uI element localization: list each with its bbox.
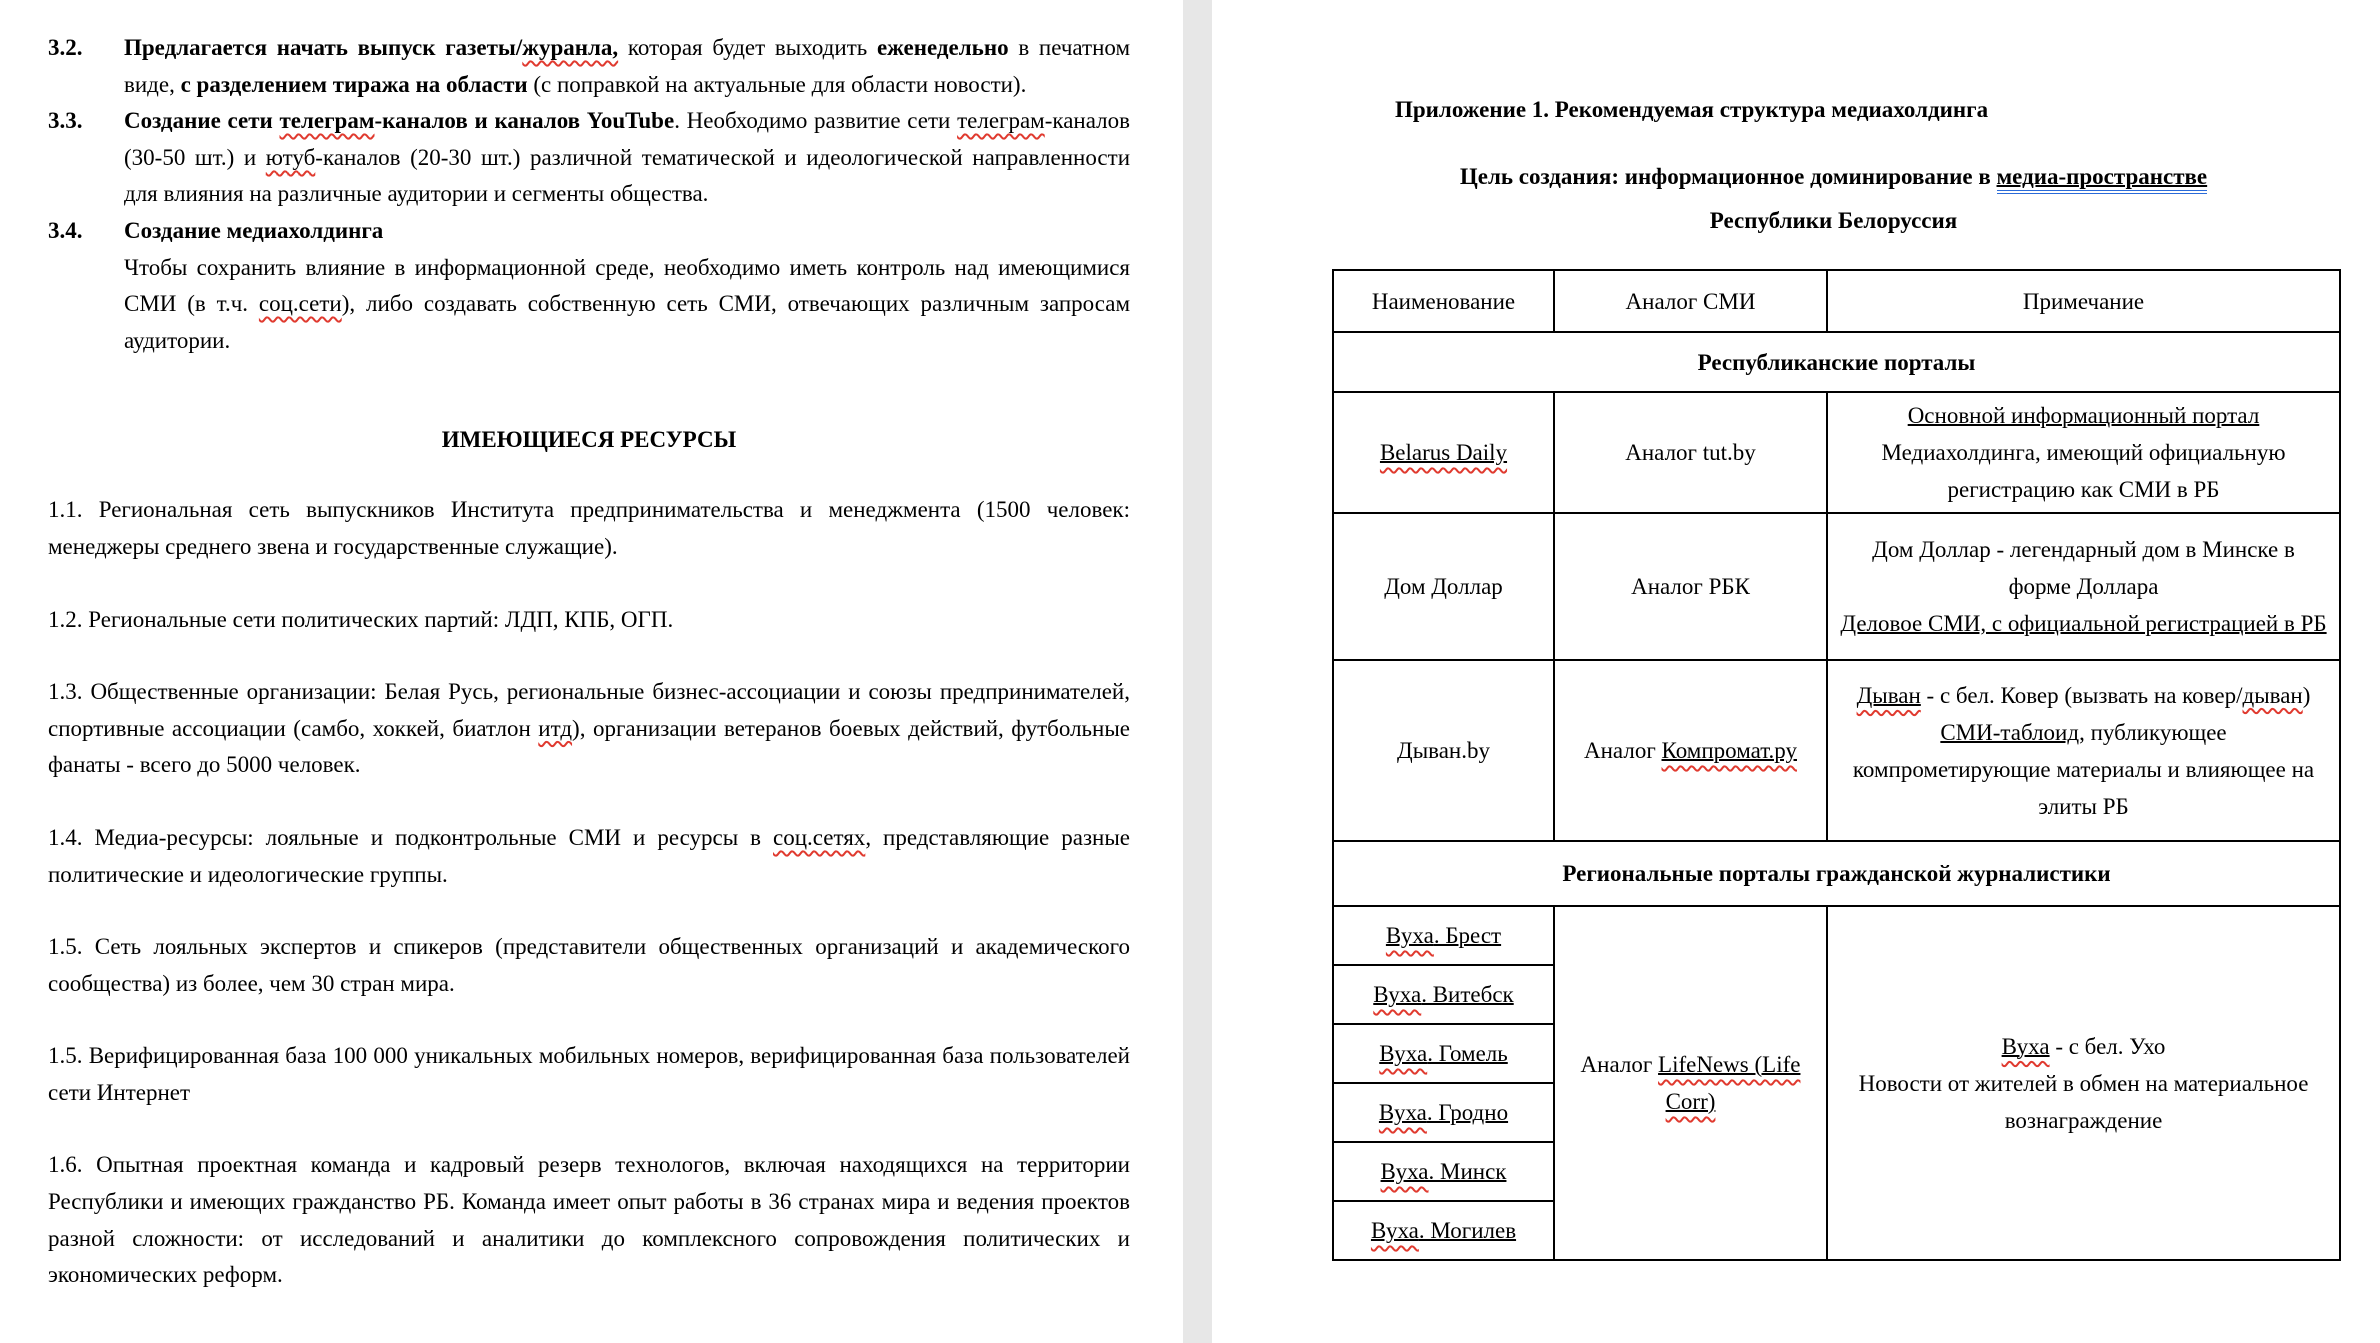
text-segment: Чтобы сохранить влияние в информационной среде, необходимо иметь контроль над имеющимися СМИ (в т.ч. xyxy=(124,254,1130,317)
cell-name xyxy=(1333,1201,1554,1260)
note-line xyxy=(1840,677,2327,714)
text-segment-underlined xyxy=(1379,1041,1508,1066)
paragraph-1-2: 1.2. Региональные сети политических партий: ЛДП, КПБ, ОГП. xyxy=(48,606,674,632)
text-segment: с разделением тиража на области xyxy=(180,71,528,97)
text-segment-underlined xyxy=(1379,1100,1508,1125)
cell-analog: Аналог РБК xyxy=(1554,513,1827,660)
goal-line-2: Республики Белоруссия xyxy=(1709,208,1958,233)
cell-name: Дыван.by xyxy=(1333,660,1554,841)
cell-name xyxy=(1333,1142,1554,1201)
cell-name xyxy=(1333,1024,1554,1083)
note-text: Новости от жителей в обмен на материальное вознаграждение xyxy=(1858,1070,2309,1133)
table-header-note: Примечание xyxy=(1827,270,2340,332)
list-item-3-3 xyxy=(48,103,1130,213)
table-row-belarus-daily xyxy=(1333,392,2340,513)
table-row-dom-dollar xyxy=(1333,513,2340,660)
table-row-dyvan xyxy=(1333,660,2340,841)
text-segment-misspelled: Компромат.ру xyxy=(1661,738,1797,763)
appendix-title: Приложение 1. Рекомендуемая структура медиахолдинга xyxy=(1395,97,1989,122)
text-segment-misspelled: телеграм xyxy=(279,108,375,134)
cell-name xyxy=(1333,1083,1554,1142)
page-right xyxy=(1212,0,2380,1261)
text-segment: которая будет выходить xyxy=(618,35,877,60)
cell-note-merged xyxy=(1827,906,2340,1260)
text-segment: в печатном виде, xyxy=(124,35,1131,97)
note-line-underlined: Основной информационный портал xyxy=(1907,403,2260,428)
text-segment-misspelled: Belarus Daily xyxy=(1379,440,1508,465)
text-segment: Предлагается начать выпуск газеты/ xyxy=(124,35,523,60)
text-segment: 1.4. Медиа-ресурсы: лояльные и подконтрольные СМИ и ресурсы в xyxy=(48,824,774,850)
table-header-row xyxy=(1333,270,2340,332)
text-segment-misspelled: журанла, xyxy=(522,35,619,60)
text-segment-misspelled: ютуб xyxy=(265,144,316,170)
text-segment-misspelled: LifeNews (Life Corr) xyxy=(1658,1052,1801,1114)
goal-statement xyxy=(1332,155,2335,243)
text-segment-underlined xyxy=(1380,440,1507,465)
text-segment: Создание сети xyxy=(124,108,280,134)
text-segment-misspelled: телеграм xyxy=(957,108,1045,134)
table-row-vuha-brest xyxy=(1333,906,2340,965)
paragraph-1-5a: 1.5. Сеть лояльных экспертов и спикеров (представители общественных организаций и академического сообщества) из более, чем 30 стран мира. xyxy=(48,934,1130,996)
text-segment-underlined xyxy=(1658,1052,1800,1114)
cell-name xyxy=(1333,392,1554,513)
paragraph-1-1: 1.1. Региональная сеть выпускников Института предпринимательства и менеджмента (1500 человек: менеджеры среднего звена и государственные служащие). xyxy=(48,497,1130,559)
media-structure-table xyxy=(1332,269,2341,1261)
goal-line-1 xyxy=(1332,155,2335,199)
paragraph-1-6: 1.6. Опытная проектная команда и кадровый резерв технологов, включая находящихся на территории Республики и имеющих гражданство РБ. Команда имеет опыт работы в 36 странах мира и ведения проектов разной сложности: от исследований и аналитики до комплексного сопровождения политических и экономических реформ. xyxy=(48,1152,1130,1288)
text-segment: - с бел. Ухо xyxy=(2049,1033,2166,1059)
text-segment: еженедельно xyxy=(876,35,1009,60)
note-line xyxy=(1853,720,2314,819)
text-segment-underlined xyxy=(1386,923,1501,948)
text-segment-misspelled: Вуха xyxy=(1378,1100,1427,1125)
cell-analog-merged xyxy=(1554,906,1827,1260)
section-regional-portals: Региональные порталы гражданской журналистики xyxy=(1333,841,2340,906)
text-segment-misspelled: Дыван xyxy=(1856,682,1921,708)
table-section-row xyxy=(1333,332,2340,392)
note-line xyxy=(1840,1028,2327,1065)
cell-note xyxy=(1827,660,2340,841)
item-number: 3.2. xyxy=(48,35,83,60)
text-segment: -каналов (30-50 шт.) и xyxy=(124,108,1130,170)
note-text: Дом Доллар - легендарный дом в Минске в форме Доллара xyxy=(1872,537,2295,599)
text-segment: 1.3. Общественные организации: Белая Русь, региональные бизнес-ассоциации и союзы предпринимателей, спортивные ассоциации (самбо, хоккей, биатлон xyxy=(48,679,1130,741)
text-segment-underlined xyxy=(1371,1218,1516,1243)
text-segment: . Брест xyxy=(1433,923,1502,948)
text-segment: . Гродно xyxy=(1426,1100,1509,1125)
cell-name xyxy=(1333,906,1554,965)
note-text: Медиахолдинга, имеющий официальную регистрацию как СМИ в РБ xyxy=(1881,440,2286,502)
text-segment: . Витебск xyxy=(1421,982,1514,1007)
section-heading-resources: ИМЕЮЩИЕСЯ РЕСУРСЫ xyxy=(441,427,737,453)
text-segment: Создание медиахолдинга xyxy=(124,217,384,243)
text-segment-underlined xyxy=(1373,982,1513,1007)
cell-name xyxy=(1333,965,1554,1024)
table-header-analog: Аналог СМИ xyxy=(1554,270,1827,332)
text-segment: Аналог xyxy=(1584,738,1662,763)
cell-analog: Аналог tut.by xyxy=(1554,392,1827,513)
text-segment: . Необходимо развитие сети xyxy=(674,108,958,134)
text-segment-misspelled: Вуха xyxy=(2001,1033,2050,1059)
text-segment-misspelled: соц.сетях xyxy=(773,824,866,850)
text-segment: . Могилев xyxy=(1418,1218,1517,1243)
text-segment: Цель создания: информационное доминирование в xyxy=(1459,164,1997,189)
text-segment-underlined xyxy=(1857,683,1921,708)
section-republican-portals: Республиканские порталы xyxy=(1333,332,2340,392)
paragraph-1-3 xyxy=(48,674,1130,784)
text-segment-misspelled: Вуха xyxy=(1370,1218,1419,1243)
list-item-3-4-body xyxy=(48,250,1130,360)
page-left xyxy=(48,30,1130,1330)
cell-note xyxy=(1827,513,2340,660)
text-segment-underlined xyxy=(1997,164,2208,194)
text-segment: Аналог xyxy=(1580,1052,1659,1077)
text-segment: (с поправкой на актуальные для области новости). xyxy=(527,71,1027,97)
text-segment-underlined xyxy=(1381,1159,1507,1184)
page-separator xyxy=(1183,0,1212,1343)
note-line-underlined: Деловое СМИ, с официальной регистрацией в РБ xyxy=(1840,611,2327,636)
text-segment: -каналов и каналов YouTube xyxy=(374,108,675,134)
text-segment: публикующее компрометирующие материалы и влияющее на элиты РБ xyxy=(1852,719,2315,819)
list-item-3-4 xyxy=(48,213,1130,250)
cell-analog xyxy=(1554,660,1827,841)
text-segment: -каналов (20-30 шт.) различной тематической и идеологической направленности для влияния на различные аудитории и сегменты общества. xyxy=(124,144,1131,207)
text-segment: ) xyxy=(2302,682,2311,708)
cell-name: Дом Доллар xyxy=(1333,513,1554,660)
text-segment: . Минск xyxy=(1428,1159,1507,1184)
text-segment-misspelled: соц.сети xyxy=(258,291,342,317)
text-segment-grammar-flag: медиа-пространстве xyxy=(1997,164,2208,194)
text-segment: , представляющие разные политические и идеологические группы. xyxy=(48,824,1130,887)
list-item-3-2 xyxy=(48,30,1130,103)
table-header-name: Наименование xyxy=(1333,270,1554,332)
item-number: 3.4. xyxy=(48,217,83,243)
text-segment-misspelled: дыван xyxy=(2242,682,2303,708)
text-segment-misspelled: Вуха xyxy=(1373,982,1422,1007)
text-segment: . Гомель xyxy=(1427,1041,1508,1066)
text-segment-underlined xyxy=(2002,1034,2050,1059)
cell-note xyxy=(1827,392,2340,513)
paragraph-1-4 xyxy=(48,820,1130,893)
text-segment-underlined xyxy=(1662,738,1797,763)
text-segment-misspelled: Вуха xyxy=(1385,923,1434,948)
text-segment-misspelled: Вуха xyxy=(1379,1041,1428,1066)
paragraph-1-5b: 1.5. Верифицированная база 100 000 уникальных мобильных номеров, верифицированная база пользователей сети Интернет xyxy=(48,1043,1130,1105)
text-segment: ), организации ветеранов боевых действий, футбольные фанаты - всего до 5000 человек. xyxy=(48,715,1131,778)
text-segment: ), либо создавать собственную сеть СМИ, отвечающих различным запросам аудитории. xyxy=(124,291,1130,353)
item-number: 3.3. xyxy=(48,108,83,134)
text-segment-underlined: СМИ-таблоид, xyxy=(1940,719,2085,745)
text-segment: - с бел. Ковер (вызвать на ковер/ xyxy=(1920,682,2243,708)
table-section-row xyxy=(1333,841,2340,906)
text-segment-misspelled: итд xyxy=(538,715,573,741)
text-segment-misspelled: Вуха xyxy=(1380,1159,1429,1184)
